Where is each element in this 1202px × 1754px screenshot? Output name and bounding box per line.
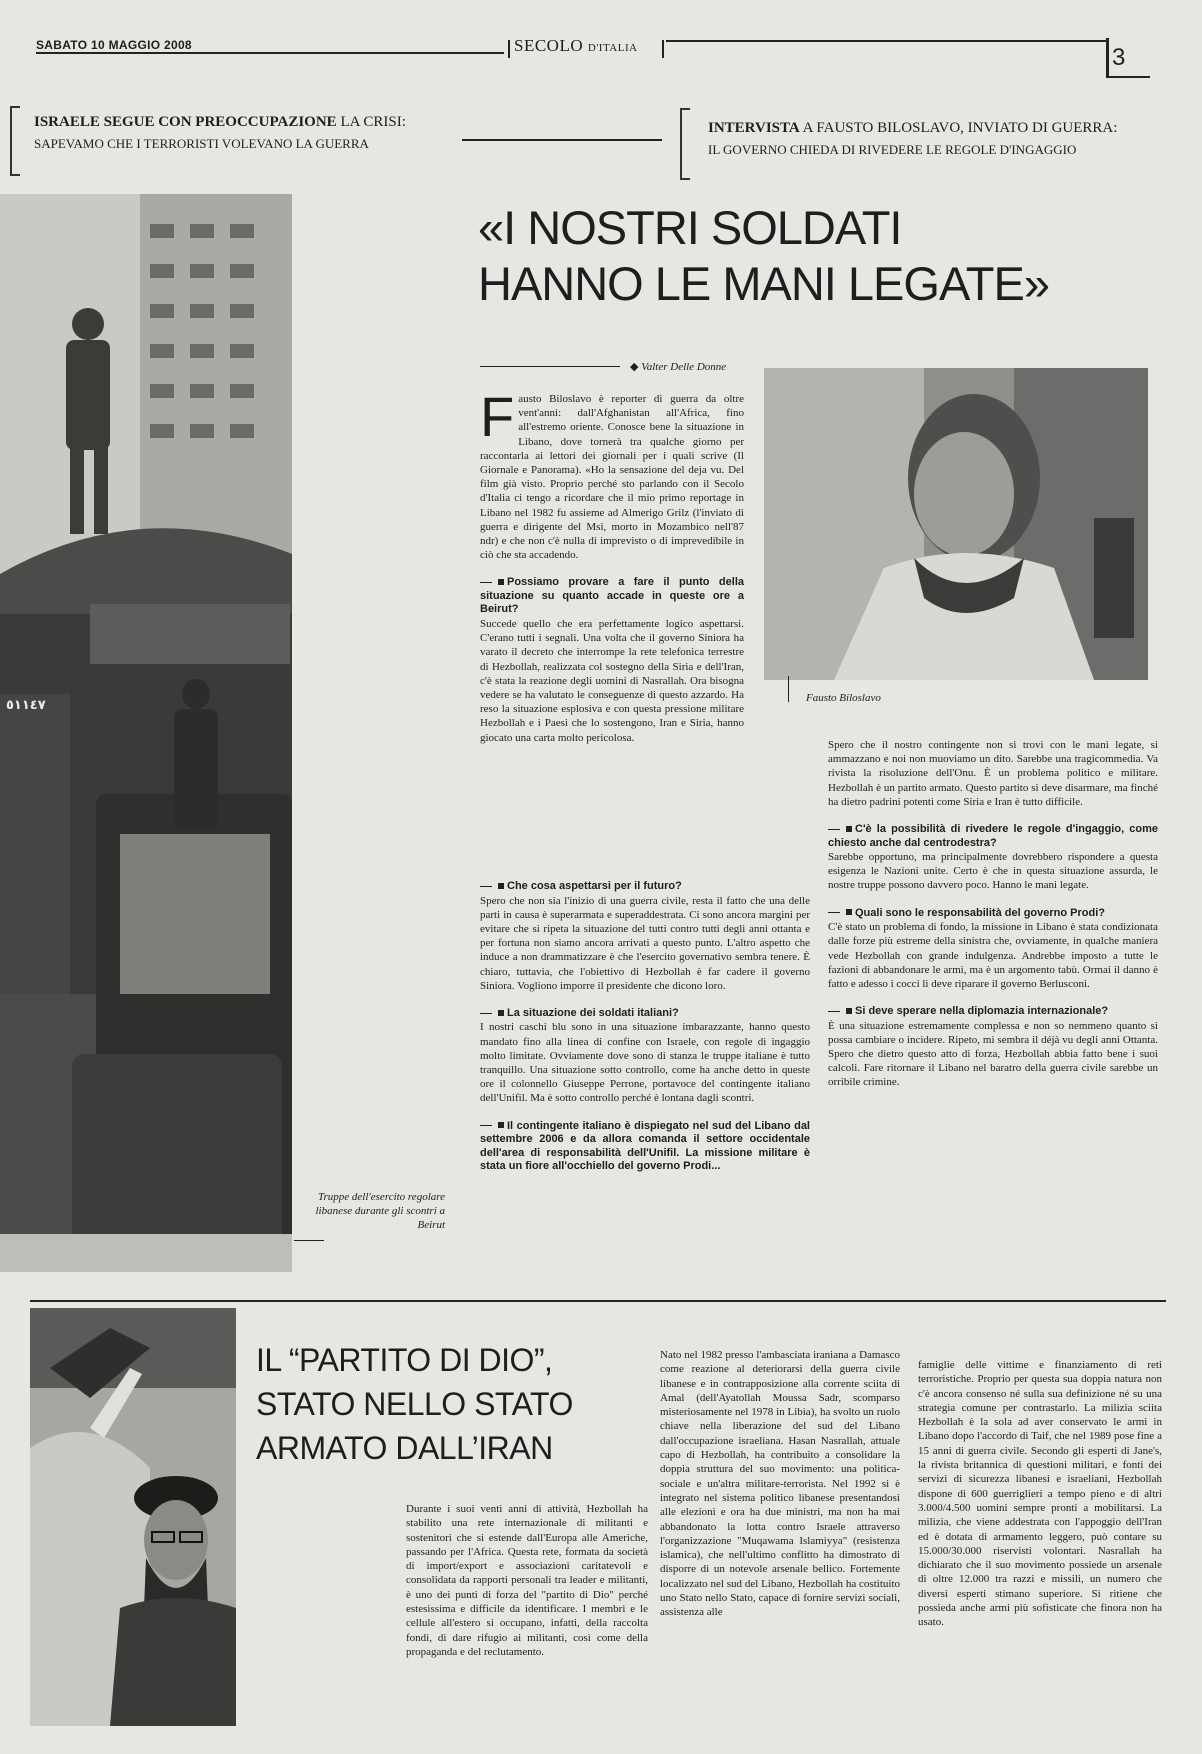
masthead-rule-right	[666, 40, 1106, 42]
second-headline-line2: STATO NELLO STATO	[256, 1386, 573, 1422]
answer-7: È una situazione estremamente complessa e non so nemmeno quanto si possa cambiare o incidere. Ripeto, mi sembra il déjà vu degli anni Ottanta. Spero che dietro questo atto di forza, Hezbollah abbia fatto bene i suoi calcoli. Fare ritornare il Libano nel baratro della guerra civile sarebbe un orribile crimine.	[828, 1019, 1158, 1089]
left-kicker-bracket	[10, 106, 20, 176]
left-kicker	[34, 112, 434, 154]
portrait-photo-image	[764, 368, 1148, 680]
question-3: La situazione dei soldati italiani?	[480, 1007, 810, 1021]
question-5: C'è la possibilità di rivedere le regole d'ingaggio, come chiesto anche dal centrodestra?	[828, 823, 1158, 849]
soldiers-photo	[0, 194, 292, 1272]
answer-3: I nostri caschi blu sono in una situazione imbarazzante, hanno questo mandato fino alla linea di confine con Israele, con regole di ingaggio molto limitate. Ovviamente dove sono di stanza le truppe italiane è tutto tranquillo. Una situazione sotto controllo, come ha anche detto in queste ore il colonnello Giuseppe Perrone, portavoce del contingente italiano dell'Unifil. Ma è sotto controllo perché è lontana dagli scontri.	[480, 1021, 810, 1105]
masthead-divider-right	[662, 40, 664, 58]
answer-5: Sarebbe opportuno, ma principalmente dovrebbero rispondere a questa esigenza le Nazioni unite. Certo è che in questa situazione assurda, le nostre truppe possono davvero poco. Hanno le mani legate.	[828, 851, 1158, 892]
caption-leader-line	[294, 1240, 324, 1241]
masthead-title	[514, 36, 638, 56]
article-column-3	[828, 738, 1158, 1090]
masthead-rule-left	[36, 52, 504, 54]
second-article-column-3: famiglie delle vittime e finanziamento di reti terroristiche. Proprio per questa sua doppia natura non c'è ancora consenso né sulla sua definizione né su una strategia comune per contrastarlo. La milizia sciita Hezbollah è la sola ad aver conservato le armi in Libano dopo l'accordo di Taif, che nel 1989 pose fine a 15 anni di guerra civile. Secondo gli esperti di Jane's, la rivista britannica di questioni militari, e fonti dei servizi di sicurezza libanesi e israeliani, Hezbollah dispone di 600 guerriglieri a tempo pieno e di altri 3.000/4.500 uomini sempre pronti a mobilitarsi. La milizia, che viene addestrata con l'appoggio dell'Iran ed è dotata di armamento leggero, può contare su 15.000/30.000 riservisti volontari. Nasrallah ha dichiarato che il suo movimento possiede un arsenale di oltre 12.000 tra razzi e missili, un numero che diversi esperti stimano superiore. Si ritiene che possieda anche armi più sofisticate che finora non ha usato.	[918, 1359, 1162, 1629]
right-kicker-line2: IL GOVERNO CHIEDA DI RIVEDERE LE REGOLE D'INGAGGIO	[708, 142, 1077, 157]
portrait-photo	[764, 368, 1148, 680]
byline: ◆ Valter Delle Donne	[630, 361, 727, 373]
answer-6: C'è stato un problema di fondo, la missione in Libano è stata condizionata dalle forze più estreme della sinistra che, ovviamente, in qualche maniera vede Hezbollah con grande indulgenza. Andrebbe imposto a tutte le fazioni di abbandonare le armi, ma è un argomento tabù. Ormai il danno è fatto e adesso i cocci li deve riparare il governo Berlusconi.	[828, 921, 1158, 990]
masthead-divider-left	[508, 40, 510, 58]
left-kicker-line2: SAPEVAMO CHE I TERRORISTI VOLEVANO LA GUERRA	[34, 136, 369, 151]
main-headline	[478, 200, 1049, 312]
paper-suffix: D'ITALIA	[587, 42, 638, 54]
byline-rule	[480, 366, 620, 367]
second-article-column-2: Nato nel 1982 presso l'ambasciata iraniana a Damasco come reazione al deteriorarsi della guerra civile libanese e in contrapposizione alla corrente sciita di Amal (dell'Ayatollah Moussa Sadr, scomparso misteriosamente nel 1978 in Libia), ha svolto un ruolo chiave nella liberazione del sud del Libano dall'occupazione israeliana. Hasan Nasrallah, attuale capo di Hezbollah, ha contribuito a consolidare la doppia struttura del suo movimento: una politica-sociale e un'altra militare-terrorista. Nel 1992 si è integrato nel sistema politico libanese presentandosi alle elezioni e ora ha due ministri, ma non ha mai abbandonato la lotta contro Israele attraverso l'organizzazione "Muqawama Islamiyya" (resistenza islamica), che nell'ultimo conflitto ha dimostrato di disporre di un notevole arsenale bellico. Fortemente localizzato nel sud del Libano, Hezbollah ha costituito uno Stato nello Stato, capace di fornire servizi sociali, assistenza alle	[660, 1349, 900, 1619]
article-column-2	[480, 872, 810, 1174]
right-kicker-rest: A FAUSTO BILOSLAVO, INVIATO DI GUERRA:	[799, 120, 1118, 136]
pagenum-bar	[1106, 38, 1109, 78]
question-4: Il contingente italiano è dispiegato nel sud del Libano dal settembre 2006 e da allora comanda il settore occidentale dell'area di responsabilità dell'Unifil. La missione militare è stata un fiore all'occhiello del governo Prodi...	[480, 1119, 810, 1173]
second-headline-line1: IL “PARTITO DI DIO”,	[256, 1342, 553, 1378]
article-column-1	[480, 385, 744, 745]
main-headline-line1: «I NOSTRI SOLDATI	[478, 201, 902, 254]
dropcap: F	[480, 385, 515, 448]
left-kicker-line1	[34, 112, 434, 133]
portrait-caption-line	[788, 676, 789, 702]
portrait-caption: Fausto Biloslavo	[806, 692, 881, 704]
nasrallah-photo	[30, 1308, 236, 1726]
byline-name: Valter Delle Donne	[641, 361, 727, 373]
pagenum-underline	[1106, 76, 1150, 78]
intro-text: austo Biloslavo è reporter di guerra da oltre vent'anni: dall'Afghanistan all'Africa, fino all'estremo oriente. Conosce bene la situazione in Libano, dove tornerà tra qualche giorno per raccontarla ai lettori dei giornali per i quali scrive (Il Giornale e Panorama). «Ho la sensazione del deja vu. Del film già visto. Proprio perché sto parlando con il Secolo d'Italia ci tengo a ricordare che il mio primo reportage in Libano nel 1982 fu assieme ad Almerigo Grilz (l'inviato di guerra e dirigente del Msi, morto in Mozambico nell'87 ndr) e che non c'è nulla di imprevisto o di imprevedibile in ciò che sta accadendo.	[480, 393, 744, 562]
paper-name: SECOLO	[514, 36, 584, 55]
second-article-column-1: Durante i suoi venti anni di attività, Hezbollah ha stabilito una rete internazionale di militanti e sostenitori che si estende dall'Europa alle Americhe, passando per l'Africa. Questa rete, formata da società di import/export e associazioni caritatevoli e consolidata da rapporti personali tra leader e militanti, è uno dei punti di forza del "partito di Dio" perché estesissima e difficile da identificare. I membri e le cellule all'estero si occupano, infatti, della raccolta fondi, di dare rifugio ai militanti, così come della propaganda e del reclutamento.	[406, 1503, 648, 1658]
question-1: Possiamo provare a fare il punto della situazione su quanto accade in queste ore a Beirut?	[480, 576, 744, 616]
right-kicker-line1	[708, 118, 1178, 139]
kicker-center-rule	[462, 139, 662, 141]
second-headline-line3: ARMATO DALL’IRAN	[256, 1430, 553, 1466]
section-divider	[30, 1300, 1166, 1302]
question-6: Quali sono le responsabilità del governo Prodi?	[828, 907, 1158, 921]
article-intro	[480, 385, 744, 562]
page-number: 3	[1112, 44, 1126, 71]
nasrallah-photo-image	[30, 1308, 236, 1726]
question-7: Si deve sperare nella diplomazia internazionale?	[828, 1005, 1158, 1019]
right-kicker-bold: INTERVISTA	[708, 120, 800, 136]
soldiers-photo-caption: Truppe dell'esercito regolare libanese durante gli scontri a Beirut	[315, 1191, 445, 1231]
second-headline	[256, 1338, 573, 1470]
left-kicker-rest: LA CRISI:	[336, 114, 406, 130]
main-headline-line2: HANNO LE MANI LEGATE»	[478, 257, 1049, 310]
right-kicker-bracket	[680, 108, 690, 180]
answer-1: Succede quello che era perfettamente logico aspettarsi. C'erano tutti i segnali. Una volta che il governo Siniora ha varato il decreto che interrompe la rete telefonica terrestre di Hezbollah, realizzata col sostegno della Siria e dell'Iran, c'è stata la reazione degli uomini di Nasrallah. Ora bisogna vedere se ha valutato le conseguenze di questo azzardo. Ha reso la situazione esplosiva e con questa pressione militare Hezbollah e i Paesi che lo sostengono, Iran e Siria, hanno giocato una carta molto pericolosa.	[480, 617, 744, 744]
svg-text:٥١١٤٧: ٥١١٤٧	[6, 698, 46, 713]
masthead-date: SABATO 10 MAGGIO 2008	[36, 38, 192, 52]
left-kicker-bold: ISRAELE SEGUE CON PREOCCUPAZIONE	[34, 114, 337, 130]
answer-2: Spero che non sia l'inizio di una guerra civile, resta il fatto che una delle parti in causa è superarmata e superaddestrata. Ci sono ancora margini per evitare che si ripeta la situazione del tutti contro tutti degli anni ottanta e per fortuna non siamo ancora arrivati a questo punto. L'altro aspetto che induce a non drammatizzare è che l'esercito governativo sembra tenere. È chiaro, tuttavia, che l'obiettivo di Hezbollah è far cadere il governo Siniora. Vogliono imporre il presidente che dicono loro.	[480, 894, 810, 992]
question-2: Che cosa aspettarsi per il futuro?	[480, 880, 810, 894]
soldiers-photo-image	[0, 194, 292, 1272]
right-kicker	[708, 118, 1178, 160]
answer-4: Spero che il nostro contingente non si trovi con le mani legate, si ammazzano e noi non muoviamo un dito. Sarebbe una tragicommedia. Va rivista la risoluzione dell'Onu. È un problema politico e militare. Hezbollah è un partito armato. Questo partito si deve disarmare, ma finché ha dietro padrini potenti come Siria e Iran è tutto difficile.	[828, 739, 1158, 808]
